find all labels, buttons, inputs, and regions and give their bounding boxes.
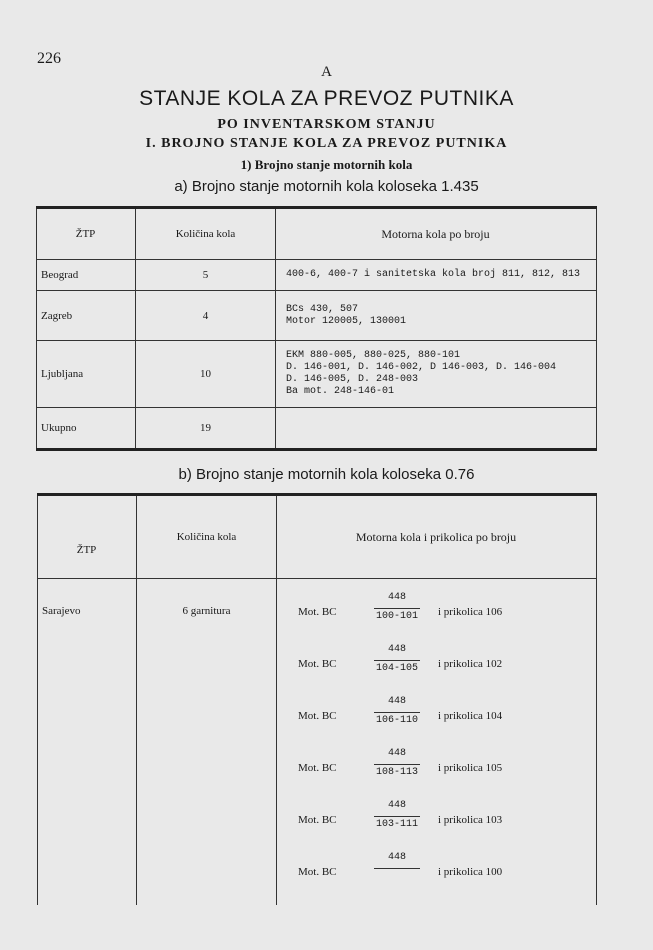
desc-line: EKM 880-005, 880-025, 880-101 [286,350,461,361]
trainset-row [278,592,595,644]
header-description: Motorna kola po broju [276,208,597,260]
car-number-fraction [374,696,420,729]
desc-line: Ba mot. 248-146-01 [286,386,395,397]
trainset-row [278,748,595,800]
trainset-row [278,644,595,696]
fraction-denominator: 104-105 [375,663,418,674]
motor-label: Mot. BC [298,658,337,670]
trailer-label: i prikolica 102 [438,658,503,670]
car-number-fraction [374,592,420,625]
motor-label: Mot. BC [298,814,337,826]
car-number-fraction [374,852,420,885]
car-number-fraction [374,644,420,677]
table-narrow-gauge [37,493,597,905]
header-quantity: Količina kola [137,495,277,579]
fraction-numerator: 448 [387,644,406,655]
row-quantity: 4 [136,291,276,341]
row-quantity: 10 [136,341,276,408]
motor-label: Mot. BC [298,606,337,618]
trailer-label: i prikolica 106 [438,606,503,618]
subtitle-count: I. BROJNO STANJE KOLA ZA PREVOZ PUTNIKA [145,136,508,151]
table-total-row [37,408,597,450]
desc-line: BCs 430, 507 [286,303,359,315]
car-number-fraction [374,748,420,781]
header-ztp: ŽTP [38,495,137,579]
row-ztp: Zagreb [37,291,136,341]
motor-label: Mot. BC [298,866,337,878]
fraction-denominator: 103-111 [375,819,418,830]
desc-line: Motor 120005, 130001 [286,315,407,327]
fraction-numerator: 448 [387,592,406,603]
trainset-row [278,852,595,904]
total-quantity: 19 [136,408,276,450]
fraction-bar [374,868,420,869]
trailer-label: i prikolica 100 [438,866,503,878]
total-label: Ukupno [37,408,136,450]
page-title: STANJE KOLA ZA PREVOZ PUTNIKA [139,87,514,110]
row-description [276,260,597,291]
row-description [276,341,597,408]
car-number-fraction [374,800,420,833]
row-quantity: 6 garnitura [137,579,277,906]
row-description [277,579,597,906]
row-quantity: 5 [136,260,276,291]
header-quantity: Količina kola [136,208,276,260]
desc-line: 400-6, 400-7 i sanitetska kola broj 811, 812, 813 [286,269,581,280]
header-description: Motorna kola i prikolica po broju [277,495,597,579]
table-row [38,579,597,906]
trainset-row [278,696,595,748]
page-number: 226 [37,50,61,67]
row-ztp: Sarajevo [38,579,137,906]
table-row [37,260,597,291]
table-header-row [37,208,597,260]
row-ztp: Ljubljana [37,341,136,408]
fraction-numerator: 448 [387,748,406,759]
fraction-bar [374,816,420,817]
fraction-bar [374,712,420,713]
section-b-heading: b) Brojno stanje motornih kola koloseka 0.76 [178,466,475,483]
motor-label: Mot. BC [298,762,337,774]
trailer-label: i prikolica 104 [438,710,503,722]
fraction-numerator: 448 [387,696,406,707]
fraction-numerator: 448 [387,800,406,811]
fraction-bar [374,660,420,661]
trainset-list [278,580,595,904]
header-ztp: ŽTP [37,208,136,260]
row-ztp: Beograd [37,260,136,291]
subtitle-inventory: PO INVENTARSKOM STANJU [217,117,436,132]
table-row [37,341,597,408]
fraction-bar [374,764,420,765]
fraction-denominator [374,871,420,885]
total-description [276,408,597,450]
motor-label: Mot. BC [298,710,337,722]
trailer-label: i prikolica 105 [438,762,503,774]
fraction-bar [374,608,420,609]
table-row [37,291,597,341]
fraction-denominator: 106-110 [375,715,418,726]
desc-line: D. 146-005, D. 248-003 [286,374,419,385]
section-a-heading: a) Brojno stanje motornih kola koloseka 1.435 [174,178,479,195]
section-letter: A [321,64,332,80]
row-description [276,291,597,341]
trailer-label: i prikolica 103 [438,814,503,826]
table-standard-gauge [36,206,597,451]
desc-line: D. 146-001, D. 146-002, D 146-003, D. 146-004 [286,362,557,373]
table-header-row [38,495,597,579]
fraction-denominator: 100-101 [375,611,418,622]
fraction-numerator: 448 [387,852,406,863]
trainset-row [278,800,595,852]
fraction-denominator: 108-113 [375,767,418,778]
subtitle-motor-cars: 1) Brojno stanje motornih kola [240,157,413,172]
